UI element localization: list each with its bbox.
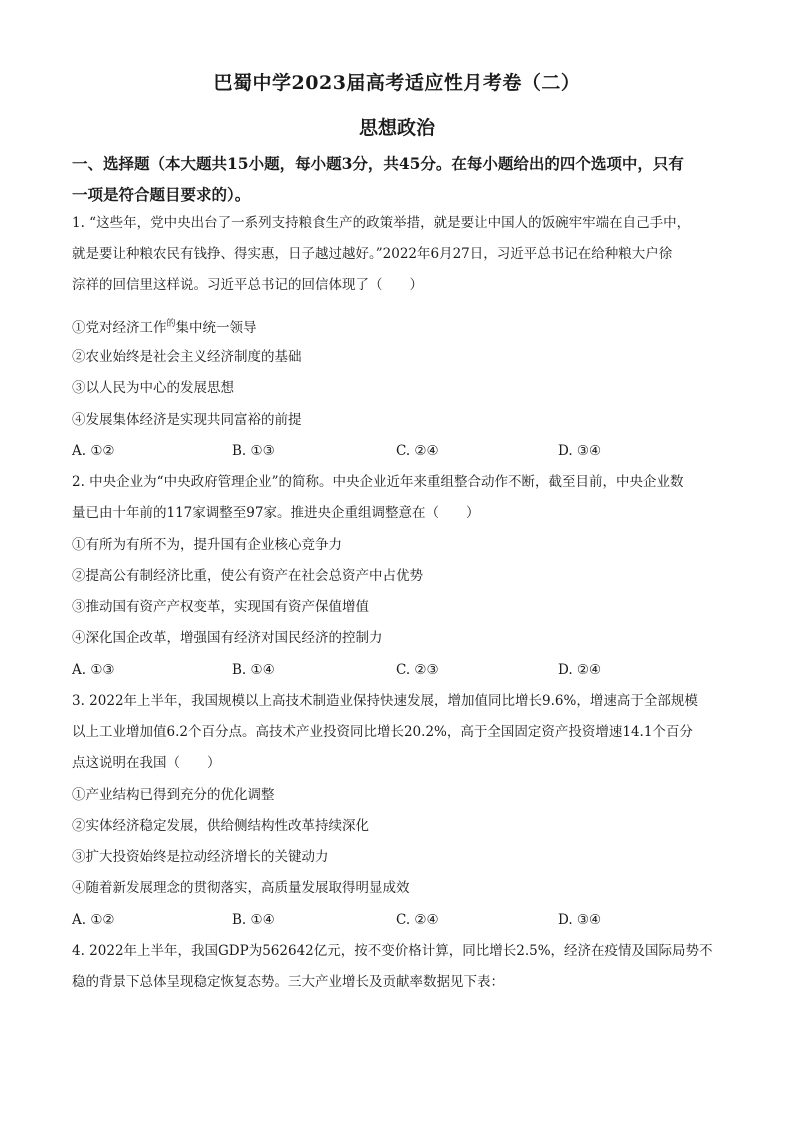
option-c[interactable]: C. ②④ xyxy=(396,443,439,459)
question-1-stem: 1. “这些年，党中央出台了一系列支持粮食生产的政策举措，就是要让中国人的饭碗牢牢端在自己手中， xyxy=(72,215,691,231)
item-text: ①党对经济工作 xyxy=(72,320,167,336)
question-3-item: ①产业结构已得到充分的优化调整 xyxy=(72,787,275,803)
option-a[interactable]: A. ①② xyxy=(72,912,115,928)
option-d[interactable]: D. ③④ xyxy=(558,443,602,459)
question-1-item xyxy=(72,314,732,338)
question-3-item: ③扩大投资始终是拉动经济增长的关键动力 xyxy=(72,849,329,865)
question-4-stem: 稳的背景下总体呈现稳定恢复态势。三大产业增长及贡献率数据见下表： xyxy=(72,974,504,990)
question-2-item: ③推动国有资产产权变革，实现国有资产保值增值 xyxy=(72,599,369,615)
option-a[interactable]: A. ①② xyxy=(72,443,115,459)
question-3-stem: 3. 2022年上半年，我国规模以上高技术制造业保持快速发展，增加值同比增长9.6%，增速高于全部规模 xyxy=(72,693,698,709)
option-b[interactable]: B. ①③ xyxy=(232,443,275,459)
section-heading-line: 一项是符合题目要求的）。 xyxy=(72,185,251,204)
subject-title: 思想政治 xyxy=(358,117,435,139)
section-heading xyxy=(72,148,732,210)
option-a[interactable]: A. ①③ xyxy=(72,662,115,678)
question-4-stem: 4. 2022年上半年，我国GDP为562642亿元，按不变价格计算，同比增长2.5%，经济在疫情及国际局势不 xyxy=(72,943,713,959)
option-d[interactable]: D. ③④ xyxy=(558,912,602,928)
section-heading-line: 一、选择题（本大题共15小题，每小题3分，共45分。在每小题给出的四个选项中，只有 xyxy=(72,154,684,173)
question-1-item: ③以人民为中心的发展思想 xyxy=(72,380,234,396)
option-b[interactable]: B. ①④ xyxy=(232,662,275,678)
question-1-stem: 淙祥的回信里这样说。习近平总书记的回信体现了（ ） xyxy=(72,277,423,293)
question-2-stem: 量已由十年前的117家调整至97家。推进央企重组调整意在（ ） xyxy=(72,505,480,521)
question-3-item: ②实体经济稳定发展，供给侧结构性改革持续深化 xyxy=(72,818,369,834)
option-d[interactable]: D. ②④ xyxy=(558,662,602,678)
option-b[interactable]: B. ①④ xyxy=(232,912,275,928)
exam-title: 巴蜀中学2023届高考适应性月考卷（二） xyxy=(213,72,581,94)
question-1-stem: 就是要让种粮农民有钱挣、得实惠，日子越过越好。”2022年6月27日，习近平总书记在给种粮大户徐 xyxy=(72,246,673,262)
question-3-item: ④随着新发展理念的贯彻落实，高质量发展取得明显成效 xyxy=(72,880,410,896)
option-c[interactable]: C. ②④ xyxy=(396,912,439,928)
question-2-item: ④深化国企改革，增强国有经济对国民经济的控制力 xyxy=(72,630,383,646)
option-c[interactable]: C. ②③ xyxy=(396,662,439,678)
question-1-item: ④发展集体经济是实现共同富裕的前提 xyxy=(72,412,302,428)
item-superscript: 的 xyxy=(166,319,176,329)
question-2-item: ②提高公有制经济比重，使公有资产在社会总资产中占优势 xyxy=(72,568,423,584)
item-text: 集中统一领导 xyxy=(175,320,257,336)
question-1-item: ②农业始终是社会主义经济制度的基础 xyxy=(72,349,302,365)
question-3-stem: 点这说明在我国（ ） xyxy=(72,755,221,771)
question-2-item: ①有所为有所不为，提升国有企业核心竞争力 xyxy=(72,537,342,553)
question-3-stem: 以上工业增加值6.2个百分点。高技术产业投资同比增长20.2%，高于全国固定资产投资增速14.1个百分 xyxy=(72,724,693,740)
question-2-stem: 2. 中央企业为“中央政府管理企业”的简称。中央企业近年来重组整合动作不断，截至目前，中央企业数 xyxy=(72,474,684,490)
